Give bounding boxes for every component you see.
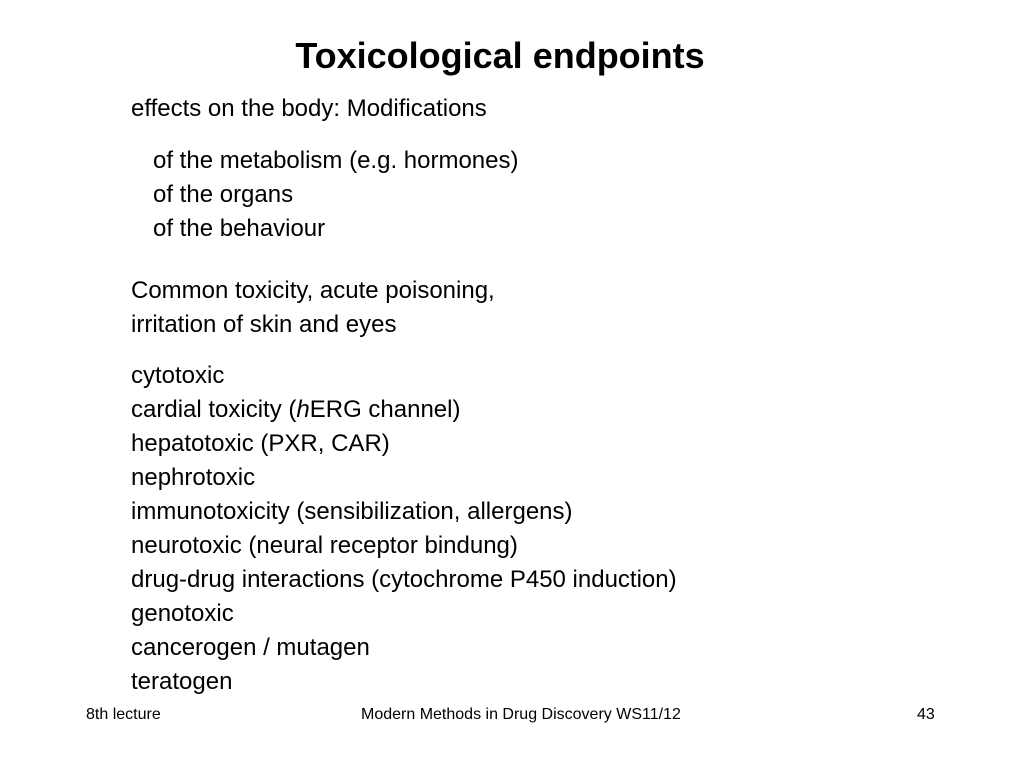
- cardial-toxicity-prefix: cardial toxicity (: [131, 396, 297, 423]
- endpoint-cytotoxic: cytotoxic: [131, 362, 225, 389]
- slide-title: Toxicological endpoints: [295, 35, 705, 76]
- footer-lecture-label: 8th lecture: [86, 706, 161, 723]
- endpoint-teratogen: teratogen: [131, 668, 233, 695]
- cardial-toxicity-italic-h: h: [296, 396, 310, 423]
- endpoint-cancerogen-mutagen: cancerogen / mutagen: [131, 634, 370, 661]
- footer-course-title: Modern Methods in Drug Discovery WS11/12: [361, 706, 681, 723]
- intro-line: effects on the body: Modifications: [131, 95, 487, 122]
- common-toxicity-line-2: irritation of skin and eyes: [131, 311, 397, 338]
- common-toxicity-block: [131, 274, 495, 342]
- modification-organs: of the organs: [153, 181, 294, 208]
- common-toxicity-line-1: Common toxicity, acute poisoning,: [131, 277, 495, 304]
- modification-behaviour: of the behaviour: [153, 215, 326, 242]
- footer-page-number: 43: [917, 706, 935, 723]
- endpoint-cardial-toxicity: [131, 393, 677, 427]
- endpoint-genotoxic: genotoxic: [131, 600, 234, 627]
- cardial-toxicity-suffix: ERG channel): [309, 396, 461, 423]
- modification-metabolism: of the metabolism (e.g. hormones): [153, 147, 519, 174]
- endpoint-drug-drug-interactions: drug-drug interactions (cytochrome P450 induction): [131, 566, 677, 593]
- endpoint-hepatotoxic: hepatotoxic (PXR, CAR): [131, 430, 390, 457]
- endpoint-list: [131, 359, 677, 699]
- endpoint-neurotoxic: neurotoxic (neural receptor bindung): [131, 532, 518, 559]
- endpoint-immunotoxicity: immunotoxicity (sensibilization, allergens): [131, 498, 573, 525]
- endpoint-nephrotoxic: nephrotoxic: [131, 464, 256, 491]
- modifications-list: [153, 144, 519, 246]
